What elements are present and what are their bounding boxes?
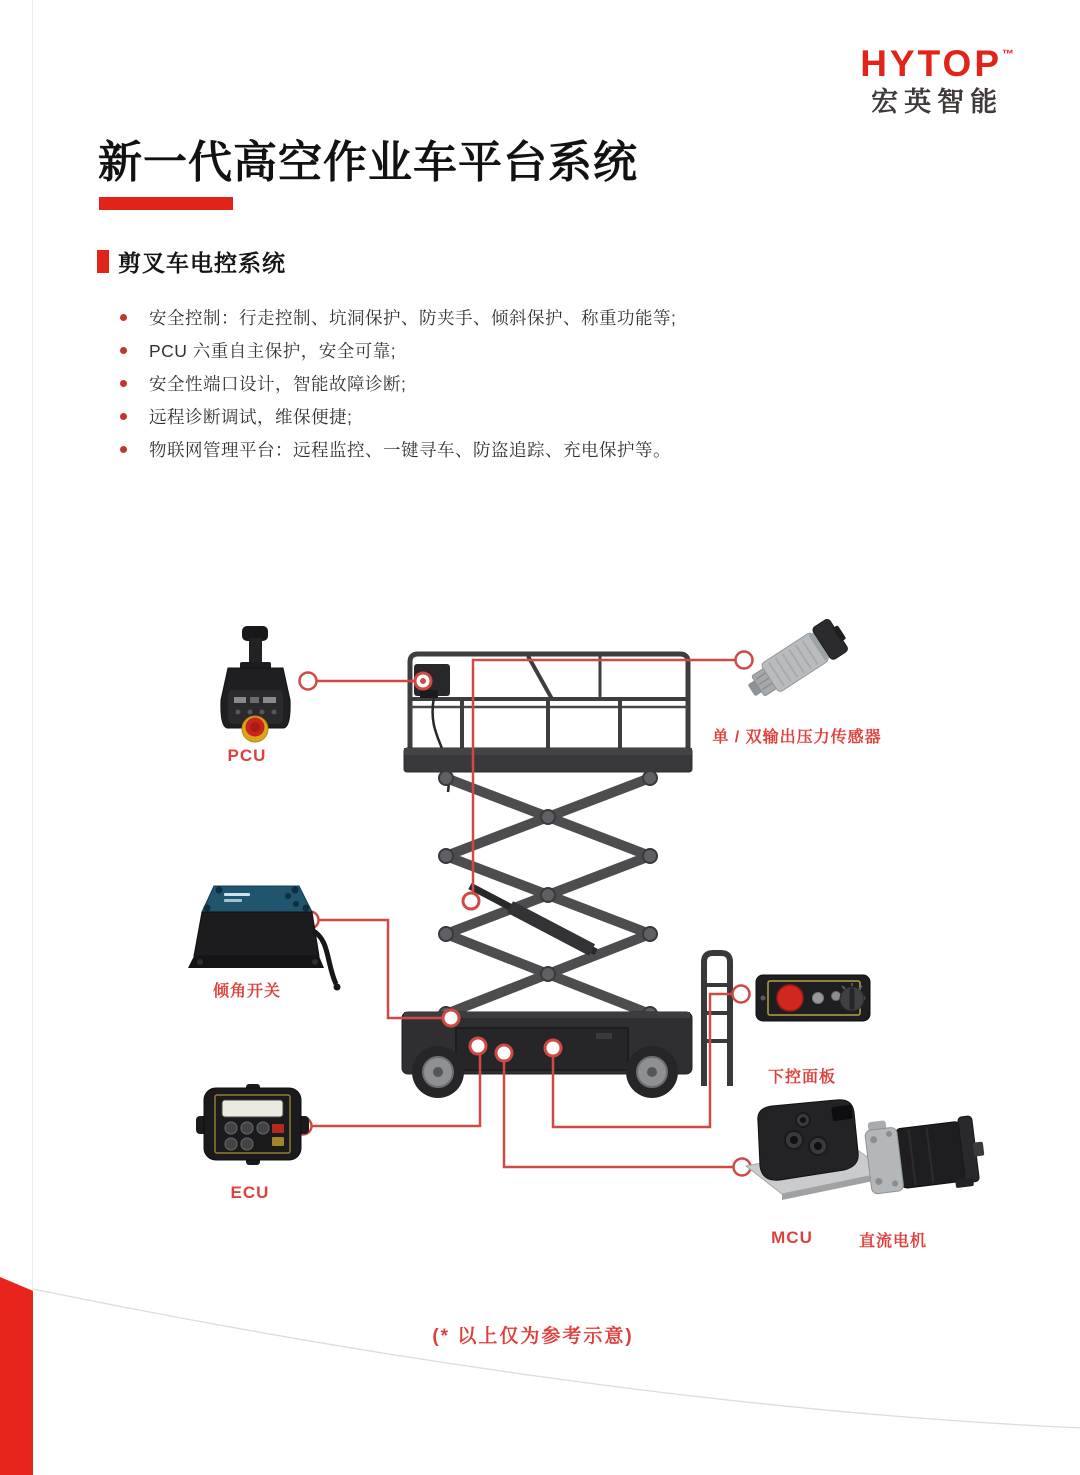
list-item <box>120 433 676 466</box>
pressure-sensor-illustration <box>741 616 852 707</box>
platform-guardrails <box>410 654 688 752</box>
mcu-label: MCU <box>771 1228 813 1247</box>
panel-latch <box>596 1033 612 1039</box>
ecu-illustration <box>196 1084 309 1165</box>
hydraulic-cylinder-body <box>510 907 592 950</box>
page-curl-curve <box>0 1270 1080 1475</box>
brand-logo <box>860 44 1014 117</box>
section-marker-icon <box>97 250 109 273</box>
section-title: 剪叉车电控系统 <box>118 250 286 276</box>
lower-control-panel-illustration <box>756 975 870 1021</box>
deck-lip <box>404 748 692 755</box>
feature-list <box>120 301 676 466</box>
scissor-lift-diagram <box>0 600 1080 1280</box>
control-box-detail <box>420 690 438 698</box>
section-heading <box>97 245 286 278</box>
dc-motor-illustration <box>864 1109 988 1199</box>
bullet-dot-icon <box>120 314 127 321</box>
ecu-label: ECU <box>230 1183 270 1202</box>
feature-text: 远程诊断调试，维保便捷; <box>149 407 353 427</box>
rear-ladder <box>704 953 730 1086</box>
tilt-switch-label: 倾角开关 <box>212 983 281 1000</box>
bullet-dot-icon <box>120 380 127 387</box>
page-title: 新一代高空作业车平台系统 <box>98 138 638 187</box>
bullet-dot-icon <box>120 446 127 453</box>
list-item <box>120 367 676 400</box>
pcu-illustration <box>221 626 290 742</box>
corner-red-ribbon <box>0 1277 33 1475</box>
feature-text: 安全性端口设计，智能故障诊断; <box>149 374 407 394</box>
list-item <box>120 334 676 367</box>
bullet-dot-icon <box>120 413 127 420</box>
feature-text: 安全控制：行走控制、坑洞保护、防夹手、倾斜保护、称重功能等; <box>149 308 677 328</box>
trademark-mark: ™ <box>1002 47 1014 61</box>
lower-control-panel-label: 下控面板 <box>767 1069 836 1086</box>
dc-motor-label: 直流电机 <box>858 1233 927 1250</box>
brand-wordmark <box>860 44 1014 85</box>
list-item <box>120 301 676 334</box>
title-underline-bar <box>99 197 233 210</box>
pcu-label: PCU <box>227 746 267 765</box>
brand-company-name: 宏英智能 <box>871 86 1004 117</box>
tilt-switch-illustration <box>188 886 341 991</box>
brand-name: HYTOP <box>860 43 1002 84</box>
bullet-dot-icon <box>120 347 127 354</box>
pressure-sensor-label: 单 / 双输出压力传感器 <box>712 729 882 746</box>
list-item <box>120 400 676 433</box>
footnote: (* 以上仅为参考示意) <box>432 1326 634 1347</box>
scissor-lift-illustration <box>402 654 730 1098</box>
connector-pcu <box>300 673 415 690</box>
feature-text: 物联网管理平台：远程监控、一键寻车、防盗追踪、充电保护等。 <box>149 440 671 460</box>
feature-text: PCU 六重自主保护，安全可靠; <box>149 341 397 361</box>
